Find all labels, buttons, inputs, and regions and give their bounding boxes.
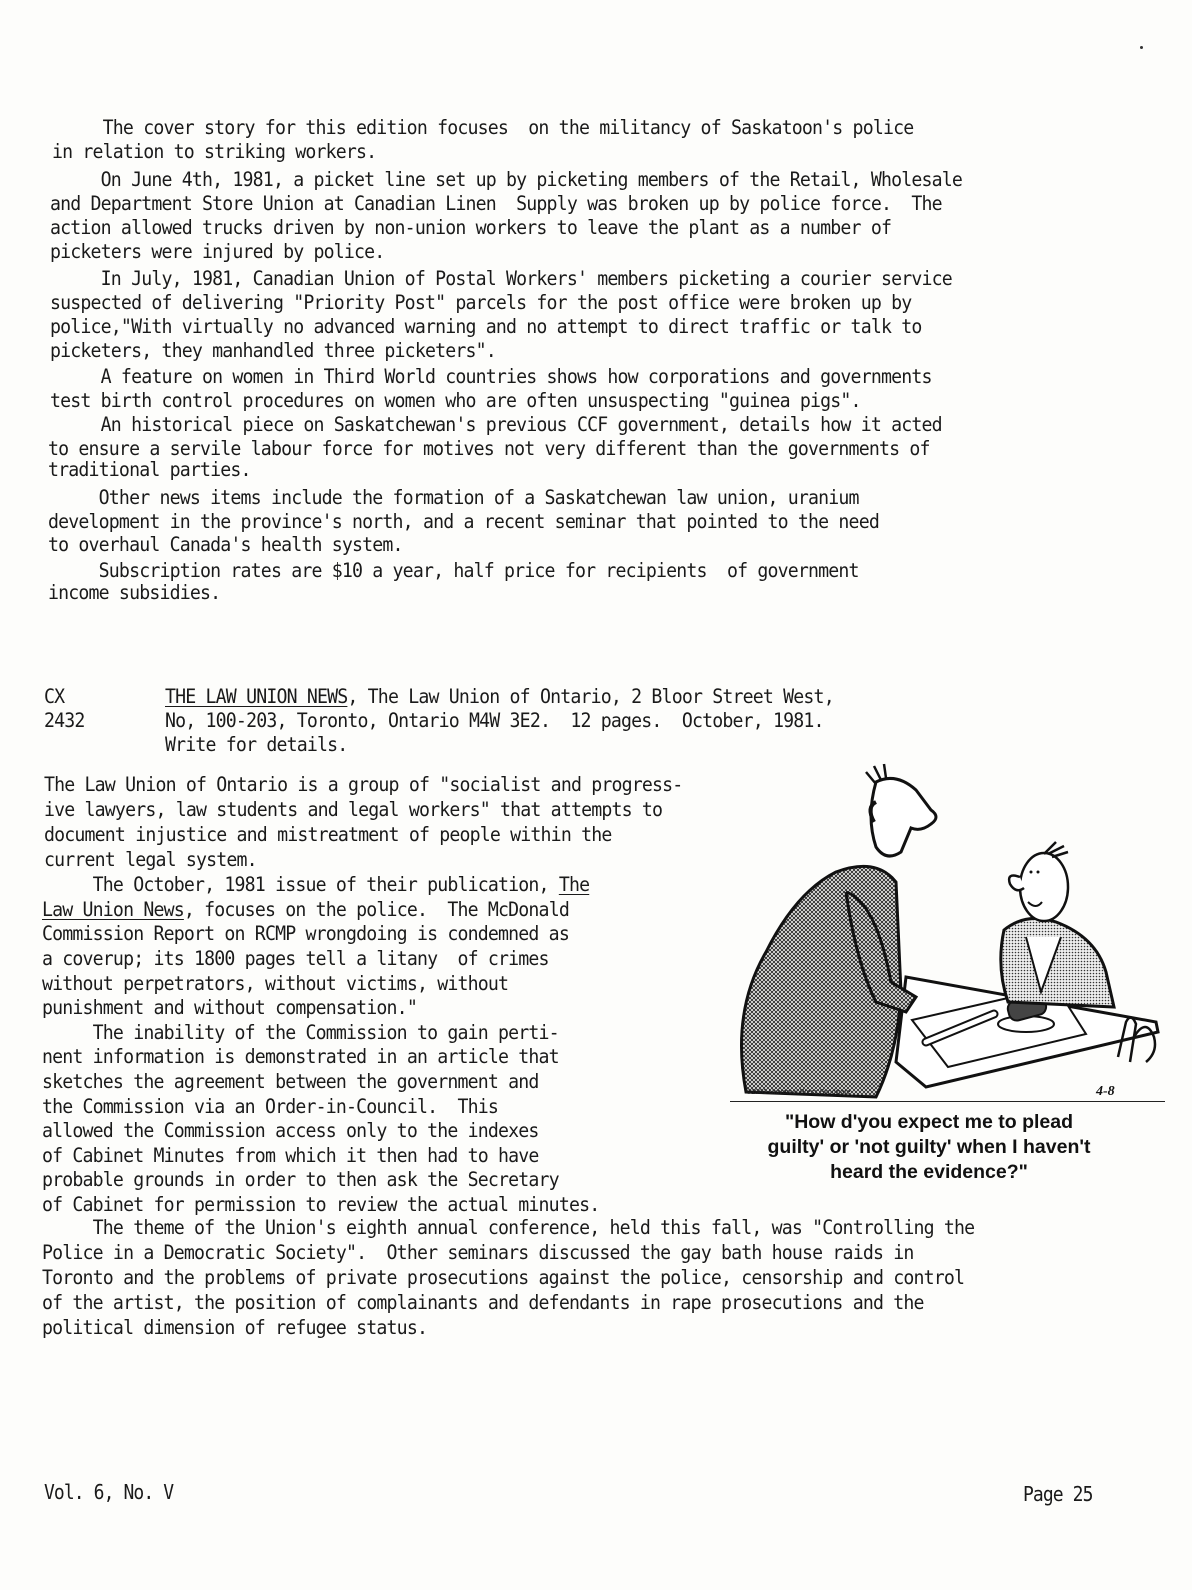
entry-number: 2432 — [44, 709, 85, 732]
text-line: in relation to striking workers. — [52, 140, 377, 163]
text-line: police,"With virtually no advanced warning and no attempt to direct traffic or talk to — [50, 315, 922, 338]
text-line: ive lawyers, law students and legal workers" that attempts to — [44, 798, 663, 821]
text-line: to overhaul Canada's health system. — [48, 533, 403, 556]
publication-title-inline: The — [558, 873, 590, 896]
entry-line-1 — [165, 685, 834, 709]
text-line: of the artist, the position of complainants and defendants in rape prosecutions and the — [42, 1291, 924, 1314]
credit-rule — [730, 1101, 1165, 1102]
text-line: picketers were injured by police. — [50, 240, 385, 263]
text-line: Toronto and the problems of private prosecutions against the police, censorship and control — [42, 1266, 965, 1289]
text-line: The theme of the Union's eighth annual conference, held this fall, was "Controlling the — [42, 1216, 975, 1239]
text-line: of Cabinet for permission to review the actual minutes. — [42, 1193, 600, 1216]
speck — [1140, 46, 1143, 49]
caption-line: guilty' or 'not guilty' when I haven't — [767, 1136, 1091, 1158]
text-line: In July, 1981, Canadian Union of Postal Workers' members picketing a courier service — [50, 267, 952, 290]
text-line: punishment and without compensation." — [42, 996, 417, 1019]
text-line: traditional parties. — [48, 458, 251, 481]
caption-line: "How d'you expect me to plead — [784, 1111, 1073, 1133]
entry-line-3: Write for details. — [165, 733, 348, 756]
publisher-address: , The Law Union of Ontario, 2 Bloor Street West, — [347, 685, 834, 708]
text-line: current legal system. — [44, 848, 257, 871]
text-line: A feature on women in Third World countries shows how corporations and governments — [50, 365, 932, 388]
text-line: An historical piece on Saskatchewan's previous CCF government, details how it acted — [50, 413, 942, 436]
text-line: to ensure a servile labour force for motives not very different than the governments of — [48, 437, 930, 460]
text-line: picketers, they manhandled three picketers". — [50, 339, 496, 362]
text-line: political dimension of refugee status. — [42, 1316, 428, 1339]
cartoon-date: 4-8 — [1096, 1084, 1115, 1099]
text-span: , focuses on the police. The McDonald — [183, 898, 569, 921]
text-line: suspected of delivering "Priority Post" parcels for the post office were broken up by — [50, 291, 912, 314]
cartoon-illustration — [726, 762, 1171, 1102]
publication-title: THE LAW UNION NEWS — [165, 685, 348, 708]
text-line: The inability of the Commission to gain perti- — [42, 1021, 559, 1044]
text-line: The Law Union of Ontario is a group of "socialist and progress- — [44, 773, 683, 796]
text-line: Other news items include the formation of a Saskatchewan law union, uranium — [48, 486, 859, 509]
text-line: test birth control procedures on women who are often unsuspecting "guinea pigs". — [50, 389, 861, 412]
publication-title-inline: Law Union News — [42, 898, 184, 921]
text-line — [42, 873, 589, 897]
text-line: without perpetrators, without victims, without — [42, 972, 509, 995]
cartoon-caption — [714, 1110, 1144, 1185]
text-line: development in the province's north, and a recent seminar that pointed to the need — [48, 510, 879, 533]
volume-number: Vol. 6, No. V — [44, 1480, 174, 1504]
text-line: On June 4th, 1981, a picket line set up by picketing members of the Retail, Wholesale — [50, 168, 963, 191]
caption-line: heard the evidence?" — [830, 1161, 1028, 1183]
text-line — [42, 898, 569, 922]
text-line: of Cabinet Minutes from which it then had to have — [42, 1144, 539, 1167]
text-line: sketches the agreement between the government and — [42, 1070, 539, 1093]
copyright-credit: ©1981 Universal Press Syndicate — [746, 1089, 851, 1096]
seated-man — [1001, 842, 1114, 1007]
text-line: Subscription rates are $10 a year, half price for recipients of government — [48, 559, 859, 582]
text-line: allowed the Commission access only to the indexes — [42, 1119, 539, 1142]
text-line: a coverup; its 1800 pages tell a litany of crimes — [42, 947, 549, 970]
cartoon-drawing — [726, 762, 1171, 1102]
text-line: probable grounds in order to then ask the Secretary — [42, 1168, 559, 1191]
text-line: nent information is demonstrated in an article that — [42, 1045, 559, 1068]
text-line: document injustice and mistreatment of people within the — [44, 823, 612, 846]
text-line: income subsidies. — [48, 581, 221, 604]
text-line: Police in a Democratic Society". Other seminars discussed the gay bath house raids in — [42, 1241, 914, 1264]
entry-code: CX — [44, 685, 65, 708]
text-line: Commission Report on RCMP wrongdoing is condemned as — [42, 922, 569, 945]
page-number: Page 25 — [1023, 1482, 1093, 1506]
text-line: action allowed trucks driven by non-union workers to leave the plant as a number of — [50, 216, 892, 239]
entry-line-2: No, 100-203, Toronto, Ontario M4W 3E2. 12 pages. October, 1981. — [165, 709, 824, 732]
text-line: The cover story for this edition focuses on the militancy of Saskatoon's police — [52, 116, 914, 139]
text-line: the Commission via an Order-in-Council. This — [42, 1095, 499, 1118]
text-line: and Department Store Union at Canadian Linen Supply was broken up by police force. The — [50, 192, 942, 215]
text-span: The October, 1981 issue of their publication, — [42, 873, 559, 896]
